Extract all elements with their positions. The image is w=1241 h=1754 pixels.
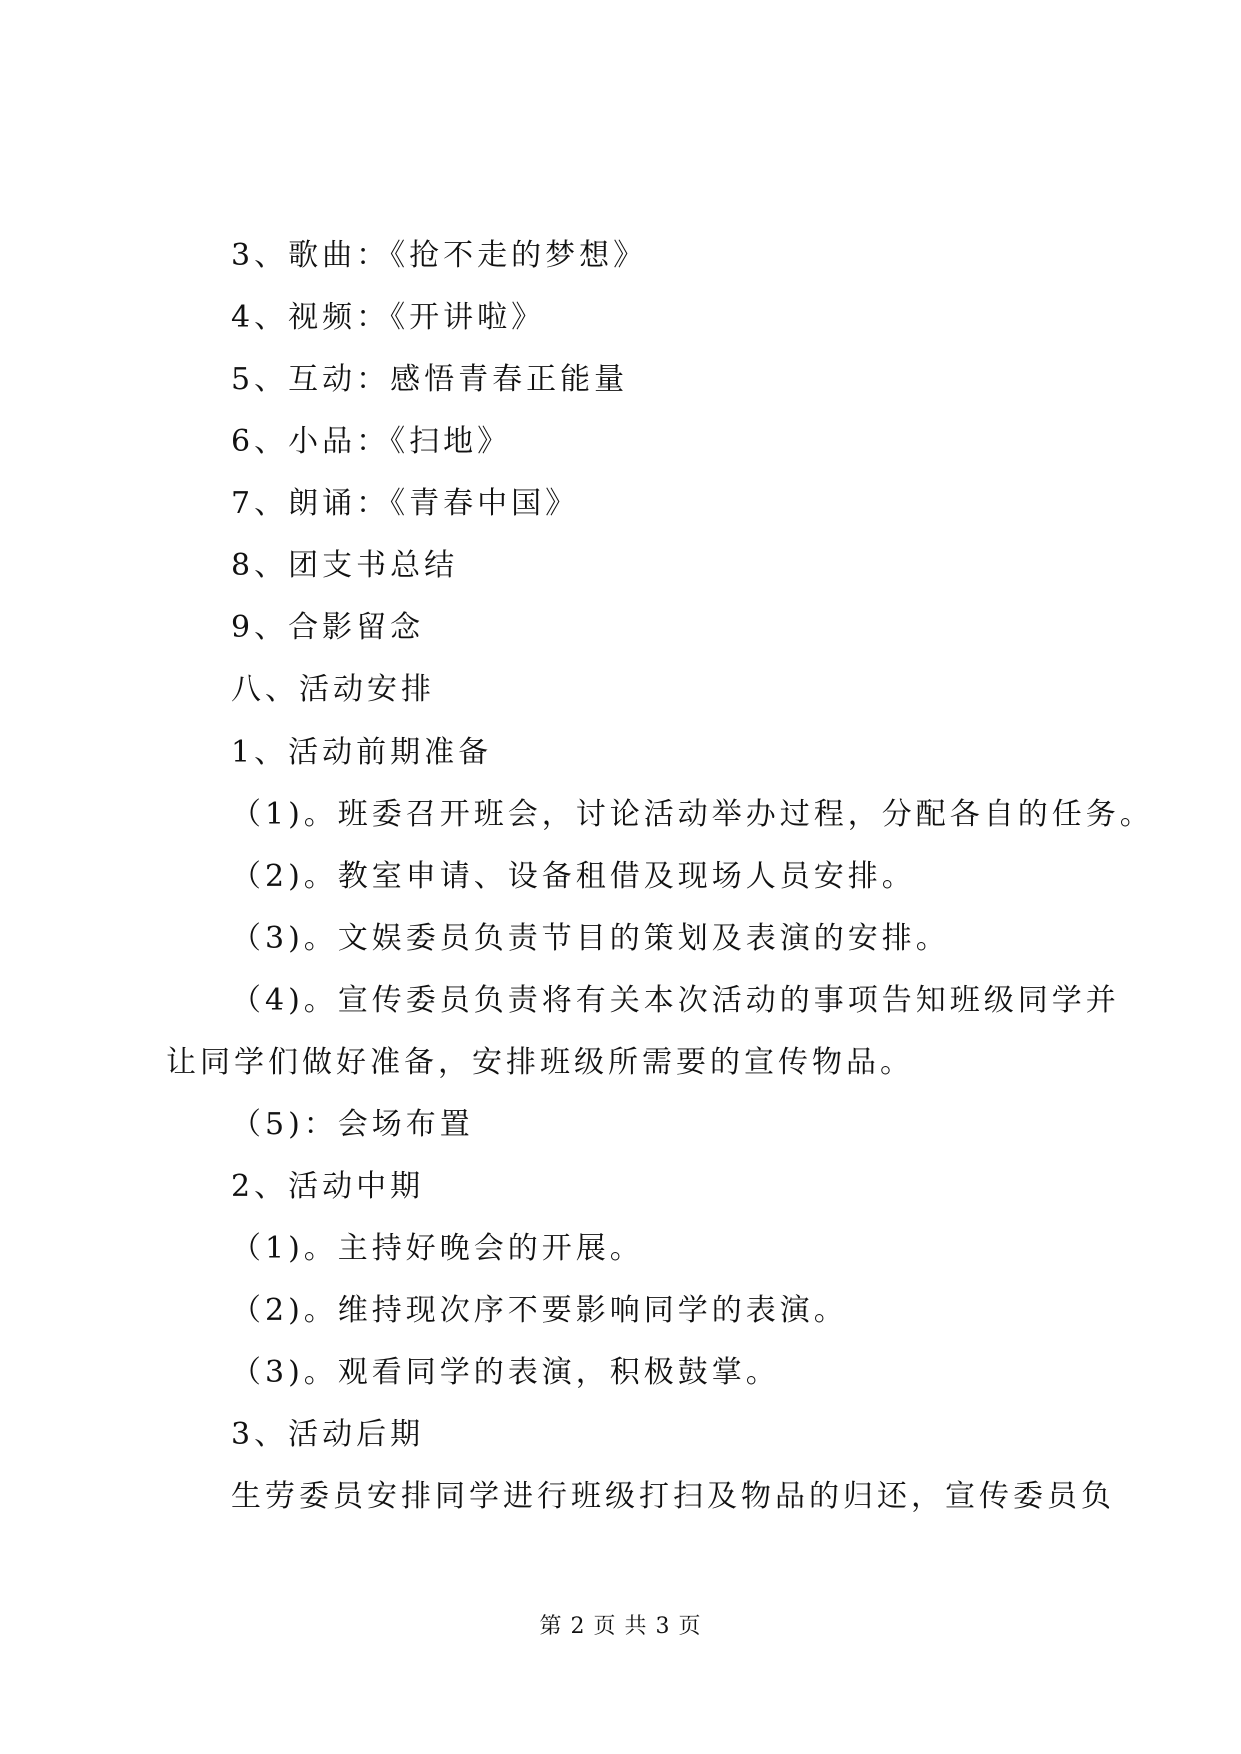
prep-item-4-continued: 让同学们做好准备，安排班级所需要的宣传物品。 xyxy=(166,1045,914,1080)
mid-item-1: （1)。主持好晚会的开展。 xyxy=(231,1231,644,1266)
prep-item-4: （4)。宣传委员负责将有关本次活动的事项告知班级同学并 xyxy=(231,983,1120,1018)
mid-item-3: （3)。观看同学的表演，积极鼓掌。 xyxy=(231,1355,780,1390)
program-item-6: 6、小品：《扫地》 xyxy=(231,424,512,459)
program-item-5: 5、互动：感悟青春正能量 xyxy=(231,362,629,397)
section-heading-activity-arrangement: 八、活动安排 xyxy=(231,672,435,707)
program-item-3: 3、歌曲：《抢不走的梦想》 xyxy=(231,238,648,273)
program-item-9: 9、合影留念 xyxy=(231,610,425,645)
subheading-preparation: 1、活动前期准备 xyxy=(231,735,493,770)
prep-item-5: （5)：会场布置 xyxy=(231,1107,474,1142)
prep-item-1: （1)。班委召开班会，讨论活动举办过程，分配各自的任务。 xyxy=(231,797,1154,832)
program-item-8: 8、团支书总结 xyxy=(231,548,459,583)
prep-item-2: （2)。教室申请、设备租借及现场人员安排。 xyxy=(231,859,916,894)
program-item-4: 4、视频：《开讲啦》 xyxy=(231,300,546,335)
mid-item-2: （2)。维持现次序不要影响同学的表演。 xyxy=(231,1293,848,1328)
page-number-footer: 第 2 页 共 3 页 xyxy=(539,1614,702,1639)
post-phase-paragraph: 生劳委员安排同学进行班级打扫及物品的归还，宣传委员负 xyxy=(231,1479,1115,1514)
subheading-mid-phase: 2、活动中期 xyxy=(231,1169,425,1204)
prep-item-3: （3)。文娱委员负责节目的策划及表演的安排。 xyxy=(231,921,950,956)
subheading-post-phase: 3、活动后期 xyxy=(231,1417,425,1452)
program-item-7: 7、朗诵：《青春中国》 xyxy=(231,486,580,521)
